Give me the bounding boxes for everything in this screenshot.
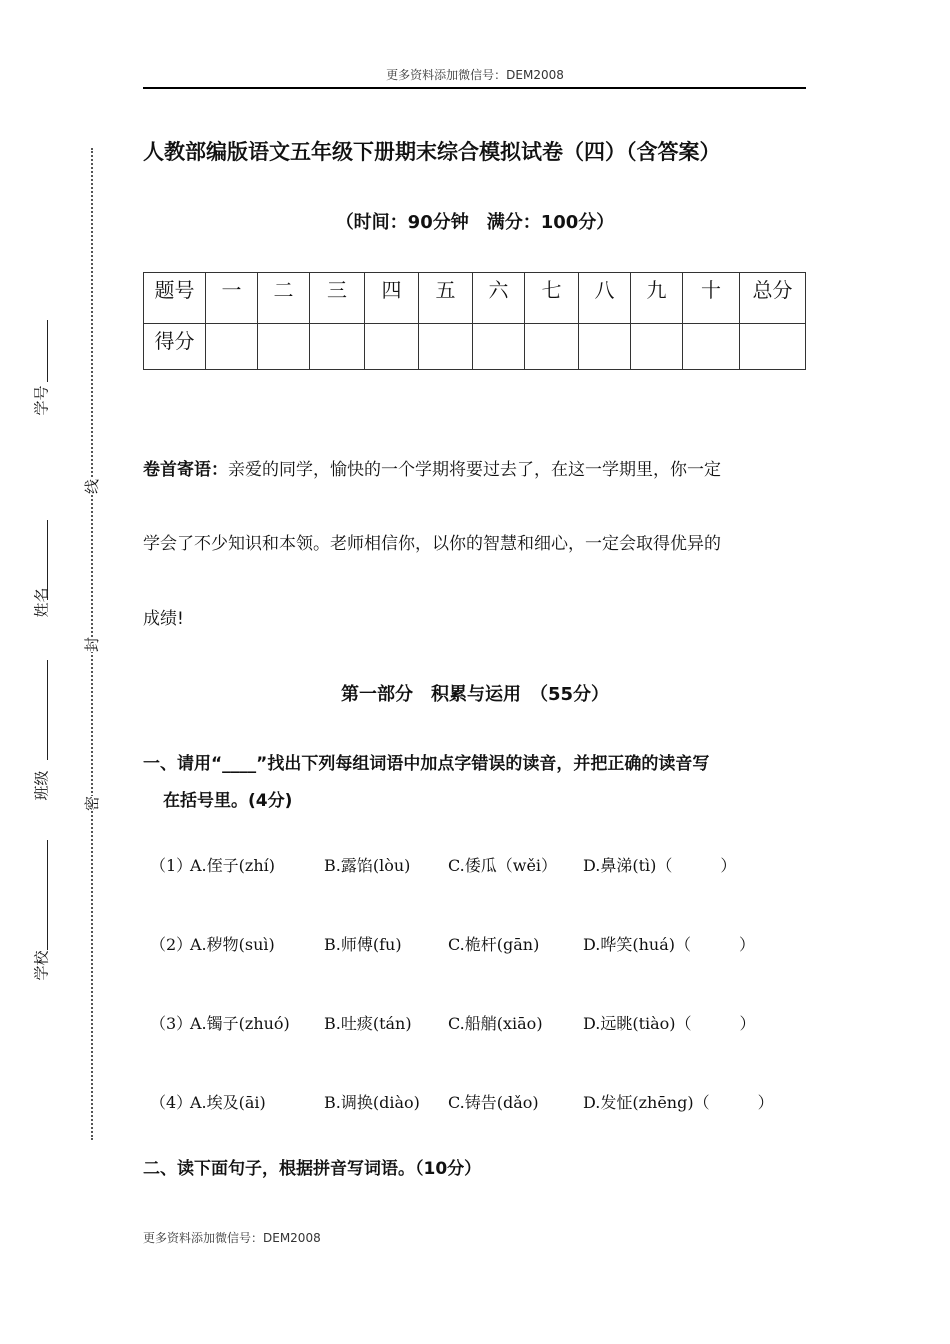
class-label: 班级 [32, 770, 51, 801]
table-cell-score-label: 得分 [144, 324, 206, 370]
q1-item-3 [150, 1011, 756, 1034]
school-blank[interactable] [47, 840, 48, 950]
part1-title: 第一部分 积累与运用 （55分） [340, 684, 610, 705]
item-number: （4） [150, 1093, 193, 1112]
exam-time-score: （时间：90分钟 满分：100分） [335, 212, 615, 233]
cut-mark-line: 线 [83, 478, 102, 495]
class-blank[interactable] [47, 660, 48, 760]
cut-mark-close: 密 [83, 795, 102, 812]
score-cell[interactable] [365, 324, 419, 370]
preface-line-1 [143, 455, 721, 480]
header-divider [143, 87, 806, 89]
preface-label: 卷首寄语： [143, 460, 228, 480]
option-b: B.露馅(lòu) [324, 856, 411, 875]
score-cell[interactable] [631, 324, 683, 370]
q2-prompt: 二、读下面句子，根据拼音写词语。（10分） [143, 1159, 482, 1179]
item-number: （3） [150, 1014, 193, 1033]
score-table [143, 272, 806, 370]
page-footer-text: 更多资料添加微信号：DEM2008 [143, 1231, 321, 1245]
option-b: B.调换(diào) [324, 1093, 420, 1112]
item-number: （1） [150, 856, 193, 875]
option-b: B.吐痰(tán) [324, 1014, 412, 1033]
option-b: B.师傅(fu) [324, 935, 402, 954]
score-cell[interactable] [579, 324, 631, 370]
option-d: D.远眺(tiào)（ ） [583, 1014, 756, 1033]
page-title: 人教部编版语文五年级下册期末综合模拟试卷（四）（含答案） [143, 140, 721, 164]
preface-line-2: 学会了不少知识和本领。老师相信你，以你的智慧和细心，一定会取得优异的 [143, 534, 721, 554]
table-cell-question-label: 题号 [144, 273, 206, 324]
table-cell-total: 总分 [740, 273, 806, 324]
score-table-header-row [144, 273, 806, 324]
score-cell[interactable] [310, 324, 365, 370]
table-cell-q6: 六 [473, 273, 525, 324]
cut-mark-seal: 封 [83, 636, 102, 653]
option-c: C.桅杆(gān) [448, 935, 540, 954]
table-cell-q9: 九 [631, 273, 683, 324]
option-c: C.铸告(dǎo) [448, 1093, 539, 1112]
q1-item-1 [150, 853, 736, 876]
table-cell-q8: 八 [579, 273, 631, 324]
page-header-text: 更多资料添加微信号：DEM2008 [386, 68, 564, 82]
table-cell-q7: 七 [525, 273, 579, 324]
table-cell-q4: 四 [365, 273, 419, 324]
option-a: A.埃及(āi) [190, 1093, 266, 1112]
q1-prompt-line-1: 一、请用“____”找出下列每组词语中加点字错误的读音，并把正确的读音写 [143, 754, 710, 774]
option-d: D.哗笑(huá)（ ） [583, 935, 755, 954]
option-d: D.鼻涕(tì)（ ） [583, 856, 737, 875]
student-id-label: 学号 [32, 385, 51, 416]
q1-item-2 [150, 932, 755, 955]
option-c: C.倭瓜（wěi） [448, 856, 558, 875]
score-cell[interactable] [525, 324, 579, 370]
score-cell[interactable] [419, 324, 473, 370]
score-cell[interactable] [683, 324, 740, 370]
q1-prompt-line-2: 在括号里。(4分) [163, 791, 293, 811]
preface-text-1: 亲爱的同学，愉快的一个学期将要过去了，在这一学期里，你一定 [228, 460, 721, 480]
option-d: D.发怔(zhēng)（ ） [583, 1093, 774, 1112]
score-cell[interactable] [473, 324, 525, 370]
option-a: A.秽物(suì) [190, 935, 275, 954]
table-cell-q2: 二 [258, 273, 310, 324]
score-table-score-row [144, 324, 806, 370]
table-cell-q1: 一 [206, 273, 258, 324]
item-number: （2） [150, 935, 193, 954]
option-a: A.镯子(zhuó) [190, 1014, 290, 1033]
option-c: C.船艄(xiāo) [448, 1014, 543, 1033]
name-label: 姓名 [32, 587, 51, 618]
student-id-blank[interactable] [47, 320, 48, 382]
score-cell-total[interactable] [740, 324, 806, 370]
school-label: 学校 [32, 950, 51, 981]
score-cell[interactable] [258, 324, 310, 370]
table-cell-q5: 五 [419, 273, 473, 324]
option-a: A.侄子(zhí) [190, 856, 275, 875]
table-cell-q10: 十 [683, 273, 740, 324]
table-cell-q3: 三 [310, 273, 365, 324]
preface-line-3: 成绩! [143, 609, 184, 629]
score-cell[interactable] [206, 324, 258, 370]
q1-item-4 [150, 1090, 774, 1113]
